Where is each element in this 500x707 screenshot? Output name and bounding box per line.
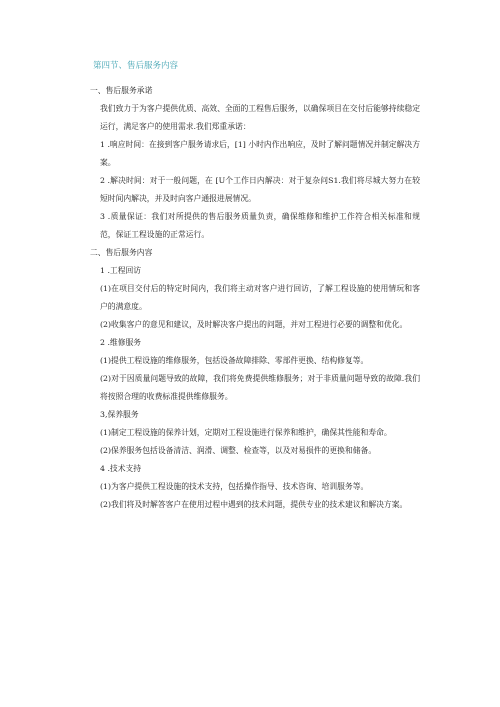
paragraph: (1)制定工程设施的保养计划，定期对工程设施进行保养和维护，确保其性能和寿命。 bbox=[100, 428, 392, 437]
paragraph: (1)为客户提供工程设施的技术支持，包括操作指导、技术咨询、培训服务等。 bbox=[100, 482, 369, 491]
document-body bbox=[90, 60, 420, 514]
paragraph: 二、售后服务内容 bbox=[90, 248, 153, 257]
paragraph: 一、售后服务承诺 bbox=[90, 86, 153, 95]
paragraph: 2 .解决时间：对于一般问题，在 [U个工作日内解决：对于复杂问S1.我们将尽城大努力在较短时间内解决，并及时向客户通报进展情况。 bbox=[100, 176, 420, 203]
paragraph: (2)保养服务包括设备清洁、润滑、调整、检查等，以及对易损件的更换和储备。 bbox=[100, 446, 377, 455]
paragraph: 2 .维修服务 bbox=[100, 338, 142, 347]
paragraph: (2)收集客户的意见和建议，及时解决客户提出的问题，并对工程进行必要的调整和优化。 bbox=[100, 320, 408, 329]
paragraph: 我们致力于为客户提供优质、高效、全面的工程售后服务，以确保项目在交付后能够持续稳定运行，满足客户的使用需求.我们郑重承诺： bbox=[100, 104, 420, 131]
paragraph: 4 .技术支持 bbox=[100, 464, 142, 473]
paragraph: (1)提供工程设施的维修服务，包括设备故障排除、零部件更换、结构修复等。 bbox=[100, 356, 369, 365]
paragraph: (1)在项目交付后的特定时间内，我们将主动对客户进行回访，了解工程设施的使用情玩和客户的满意度。 bbox=[100, 284, 420, 311]
paragraph: 3,保养服务 bbox=[100, 410, 139, 419]
paragraph: 1 .响应时间：在接到客户服务请求后，[1] 小时内作出响应，及时了解问题情况并制定解决方案。 bbox=[100, 140, 420, 167]
section-title: 第四节、售后服务内容 bbox=[93, 61, 179, 71]
paragraph: (2)对于因质量问题导致的故障，我们将免费提供维修服务；对于非质量问题导致的故障.我们将按照合理的收费标准提供维修服务。 bbox=[100, 374, 420, 401]
paragraph: 3 .质量保证：我们对所提供的售后服务质量负责，确保维修和维护工作符合相关标准和规范，保证工程设施的正常运行。 bbox=[100, 212, 420, 239]
paragraph: 1 .工程回访 bbox=[100, 266, 142, 275]
paragraph-list bbox=[90, 82, 420, 514]
paragraph: (2)我们将及时解答客户在使用过程中遇到的技术问题，提供专业的技术建议和解决方案。 bbox=[100, 500, 408, 509]
